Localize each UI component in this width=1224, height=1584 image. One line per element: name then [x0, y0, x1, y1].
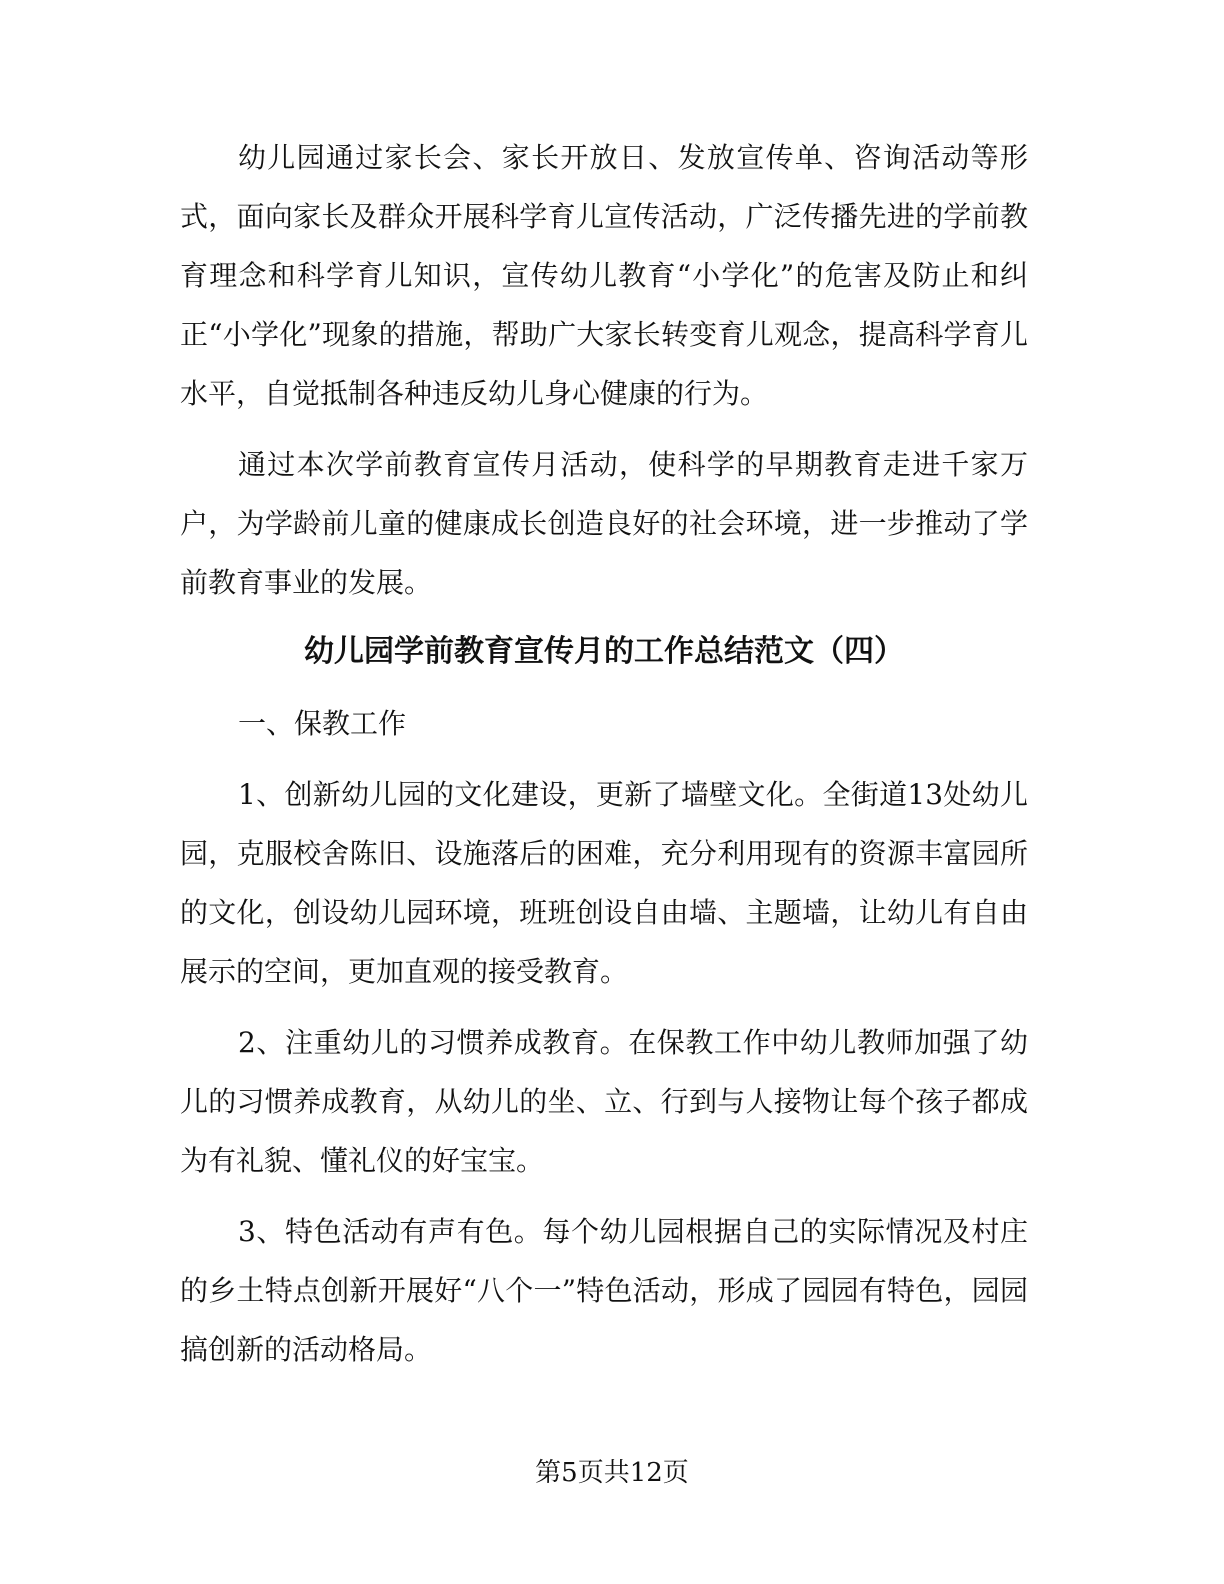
paragraph-parent-outreach: 幼儿园通过家长会、家长开放日、发放宣传单、咨询活动等形式，面向家长及群众开展科学育儿宣传活动，广泛传播先进的学前教育理念和科学育儿知识，宣传幼儿教育“小学化”的危害及防止和纠正“小学化”现象的措施，帮助广大家长转变育儿观念，提高科学育儿水平，自觉抵制各种违反幼儿身心健康的行为。 — [180, 141, 1028, 410]
document-body — [180, 128, 1028, 1391]
paragraph-campaign-result: 通过本次学前教育宣传月活动，使科学的早期教育走进千家万户，为学龄前儿童的健康成长创造良好的社会环境，进一步推动了学前教育事业的发展。 — [180, 448, 1028, 599]
subheading-care-education: 一、保教工作 — [238, 707, 407, 740]
paragraph-item-1: 1、创新幼儿园的文化建设，更新了墙壁文化。全街道13处幼儿园，克服校舍陈旧、设施落后的困难，充分利用现有的资源丰富园所的文化，创设幼儿园环境，班班创设自由墙、主题墙，让幼儿有自由展示的空间，更加直观的接受教育。 — [180, 778, 1028, 988]
page-number-footer: 第5页共12页 — [535, 1458, 689, 1488]
paragraph-item-2: 2、注重幼儿的习惯养成教育。在保教工作中幼儿教师加强了幼儿的习惯养成教育，从幼儿的坐、立、行到与人接物让每个孩子都成为有礼貌、懂礼仪的好宝宝。 — [180, 1026, 1028, 1177]
section-heading: 幼儿园学前教育宣传月的工作总结范文（四） — [304, 634, 904, 669]
paragraph-item-3: 3、特色活动有声有色。每个幼儿园根据自己的实际情况及村庄的乡土特点创新开展好“八个一”特色活动，形成了园园有特色，园园搞创新的活动格局。 — [180, 1215, 1028, 1366]
